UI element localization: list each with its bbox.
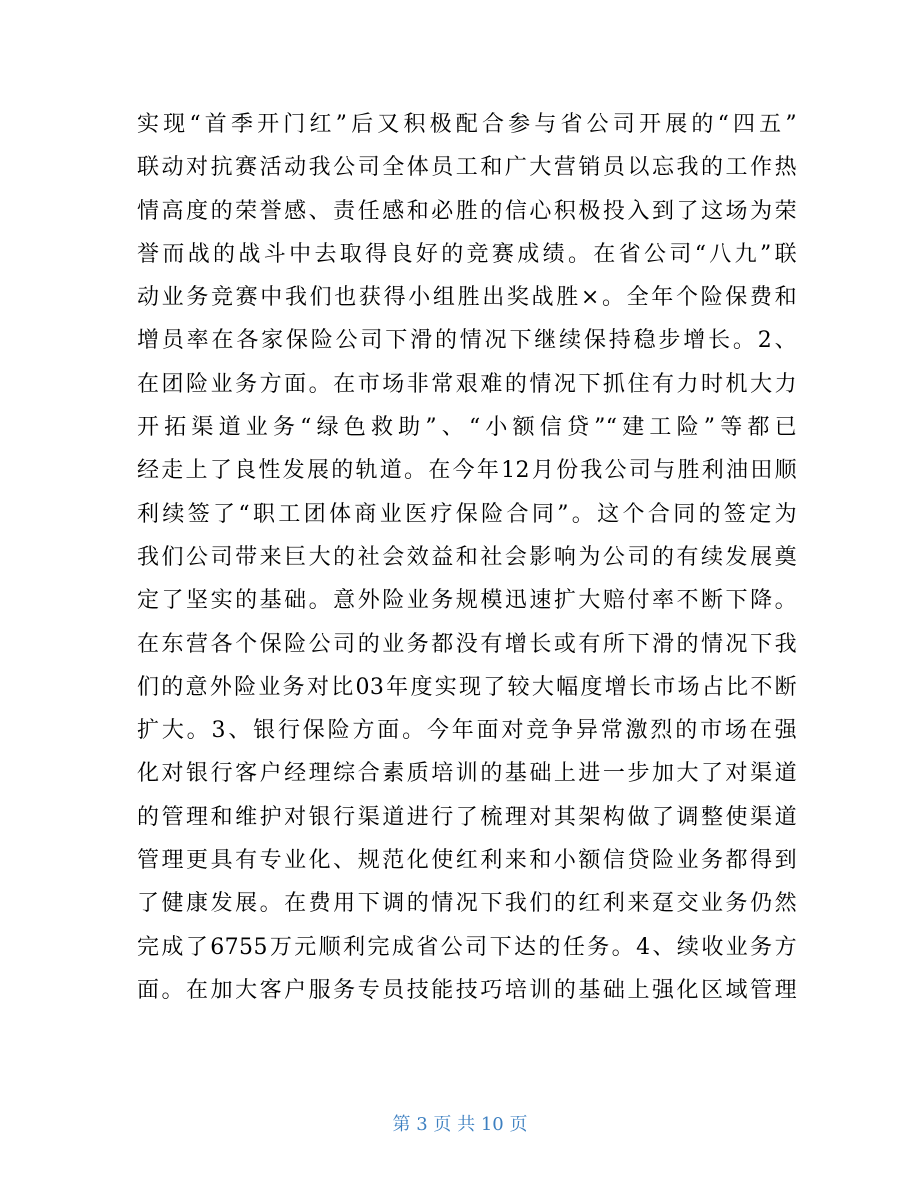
text-line: 完成了6755万元顺利完成省公司下达的任务。4、续收业务方 [137,934,797,960]
text-line: 联动对抗赛活动我公司全体员工和广大营销员以忘我的工作热 [137,155,797,181]
text-line: 经走上了良性发展的轨道。在今年12月份我公司与胜利油田顺 [137,458,797,484]
text-line: 面。在加大客户服务专员技能技巧培训的基础上强化区域管理 [137,977,797,1003]
text-line: 情高度的荣誉感、责任感和必胜的信心积极投入到了这场为荣 [137,198,797,224]
text-line: 我们公司带来巨大的社会效益和社会影响为公司的有续发展奠 [137,544,797,570]
text-line: 管理更具有专业化、规范化使红利来和小额信贷险业务都得到 [137,848,797,874]
body-paragraph [137,103,797,1012]
text-line: 化对银行客户经理综合素质培训的基础上进一步加大了对渠道 [137,761,797,787]
text-line: 誉而战的战斗中去取得良好的竞赛成绩。在省公司“八九”联 [137,241,797,267]
text-line: 利续签了“职工团体商业医疗保险合同”。这个合同的签定为 [137,501,797,527]
text-line: 开拓渠道业务“绿色救助”、“小额信贷”“建工险”等都已 [137,415,797,441]
text-line: 们的意外险业务对比03年度实现了较大幅度增长市场占比不断 [137,674,797,700]
text-line: 在东营各个保险公司的业务都没有增长或有所下滑的情况下我 [137,631,797,657]
text-line: 实现“首季开门红”后又积极配合参与省公司开展的“四五” [137,112,797,137]
text-line: 的管理和维护对银行渠道进行了梳理对其架构做了调整使渠道 [137,804,797,830]
text-line: 动业务竞赛中我们也获得小组胜出奖战胜×。全年个险保费和 [137,285,797,311]
text-line: 在团险业务方面。在市场非常艰难的情况下抓住有力时机大力 [137,371,797,397]
text-line: 定了坚实的基础。意外险业务规模迅速扩大赔付率不断下降。 [137,588,797,614]
text-line: 扩大。3、银行保险方面。今年面对竞争异常激烈的市场在强 [137,718,797,744]
text-line: 增员率在各家保险公司下滑的情况下继续保持稳步增长。2、 [137,328,797,354]
text-line: 了健康发展。在费用下调的情况下我们的红利来趸交业务仍然 [137,891,797,917]
page-number-footer: 第 3 页 共 10 页 [392,1114,528,1135]
